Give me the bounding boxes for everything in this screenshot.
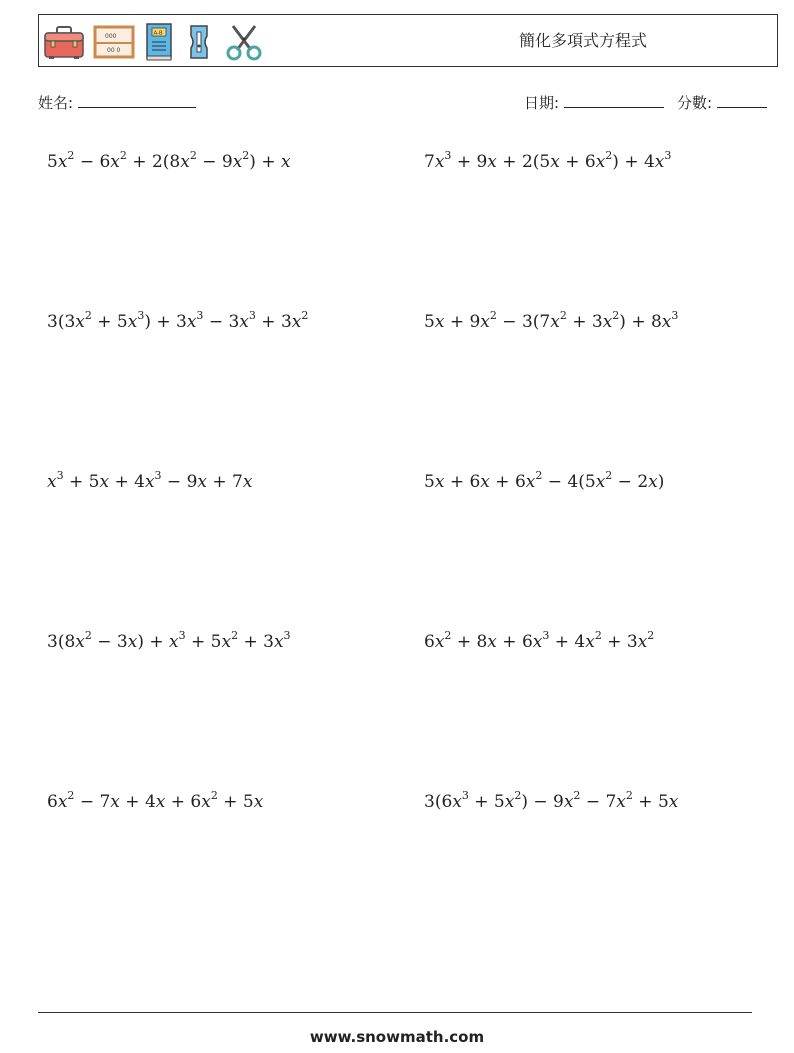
exponent: 2 <box>573 789 581 802</box>
term-text: − 3 <box>203 312 240 332</box>
exponent: 2 <box>594 629 602 642</box>
exponent: 2 <box>647 629 655 642</box>
variable: x <box>585 632 595 652</box>
term-text: + 3 <box>566 312 603 332</box>
term-text: 7 <box>424 152 435 172</box>
variable: x <box>452 792 462 812</box>
variable: x <box>47 472 57 492</box>
term-text: + 5 <box>63 472 100 492</box>
variable: x <box>221 632 232 652</box>
worksheet-header <box>38 14 778 67</box>
variable: x <box>201 792 211 812</box>
term-text: + 6 <box>489 472 526 492</box>
term-text: + 2(8 <box>126 152 181 172</box>
variable: x <box>595 472 606 492</box>
exponent: 2 <box>67 789 75 802</box>
exponent: 3 <box>196 309 204 322</box>
term-text: + 5 <box>468 792 505 812</box>
footer-divider <box>38 1012 752 1013</box>
variable: x <box>180 152 190 172</box>
variable: x <box>273 632 284 652</box>
variable: x <box>532 632 543 652</box>
term-text: + 6 <box>496 632 533 652</box>
exponent: 2 <box>605 469 613 482</box>
exponent: 2 <box>67 149 75 162</box>
exponent: 3 <box>542 629 550 642</box>
name-blank[interactable] <box>78 93 196 108</box>
score-field <box>677 93 767 113</box>
variable: x <box>57 792 68 812</box>
variable: x <box>155 792 166 812</box>
term-text: − 2 <box>612 472 649 492</box>
briefcase-icon <box>43 23 85 61</box>
variable: x <box>648 472 658 492</box>
date-field <box>524 93 664 113</box>
exponent: 2 <box>84 629 92 642</box>
variable: x <box>654 152 665 172</box>
term-text: − 6 <box>74 152 111 172</box>
term-text: 6 <box>424 632 435 652</box>
variable: x <box>480 312 490 332</box>
scissors-icon <box>223 22 265 62</box>
exponent: 2 <box>242 149 250 162</box>
variable: x <box>487 152 497 172</box>
exponent: 3 <box>283 629 291 642</box>
score-blank[interactable] <box>717 93 767 108</box>
variable: x <box>75 632 85 652</box>
exponent: 3 <box>137 309 145 322</box>
problem-2 <box>424 150 671 174</box>
term-text: + 8 <box>451 632 488 652</box>
variable: x <box>661 312 672 332</box>
term-text: + 3 <box>255 312 292 332</box>
term-text: − 7 <box>580 792 617 812</box>
abacus-row1-text: 000 <box>105 33 117 40</box>
exponent: 3 <box>671 309 679 322</box>
problem-9 <box>47 790 263 814</box>
exponent: 3 <box>248 309 256 322</box>
problem-4 <box>424 310 678 334</box>
term-text: ) + 3 <box>144 312 187 332</box>
abacus-icon <box>93 23 135 61</box>
variable: x <box>563 792 574 812</box>
term-text: + 5 <box>217 792 254 812</box>
variable: x <box>487 632 497 652</box>
variable: x <box>434 312 445 332</box>
term-text: − 3(7 <box>496 312 551 332</box>
worksheet-title: 簡化多項式方程式 <box>519 31 648 50</box>
variable: x <box>525 472 536 492</box>
variable: x <box>637 632 648 652</box>
date-label: 日期: <box>524 94 560 112</box>
term-text: ) + <box>137 632 170 652</box>
term-text: + 7 <box>207 472 243 492</box>
term-text: − 7 <box>74 792 111 812</box>
term-text: 3(6 <box>424 792 453 812</box>
variable: x <box>550 152 560 172</box>
variable: x <box>602 312 613 332</box>
term-text: − 9 <box>196 152 233 172</box>
sharpener-icon <box>183 22 215 62</box>
variable: x <box>110 152 120 172</box>
exponent: 2 <box>301 309 309 322</box>
exponent: 2 <box>514 789 522 802</box>
problem-5 <box>47 470 252 494</box>
variable: x <box>186 312 197 332</box>
score-label: 分數: <box>677 94 713 112</box>
variable: x <box>232 152 243 172</box>
variable: x <box>127 312 138 332</box>
term-text: ) + <box>249 152 281 172</box>
term-text: + 9 <box>444 312 481 332</box>
exponent: 2 <box>612 309 620 322</box>
term-text: − 4(5 <box>542 472 596 492</box>
variable: x <box>434 632 445 652</box>
variable: x <box>595 152 606 172</box>
abacus-row2-text: 00 0 <box>107 47 121 54</box>
term-text: + 6 <box>165 792 202 812</box>
variable: x <box>480 472 490 492</box>
term-text: ) <box>657 472 665 492</box>
problem-6 <box>424 470 664 494</box>
problem-3 <box>47 310 308 334</box>
term-text: − 3 <box>91 632 128 652</box>
exponent: 3 <box>664 149 672 162</box>
term-text: 3(3 <box>47 312 76 332</box>
term-text: + 5 <box>91 312 128 332</box>
variable: x <box>57 152 68 172</box>
term-text: + 3 <box>601 632 638 652</box>
header-icons <box>43 21 265 63</box>
exponent: 2 <box>625 789 633 802</box>
name-field <box>38 93 196 113</box>
term-text: 5 <box>424 472 435 492</box>
variable: x <box>616 792 626 812</box>
term-text: + 3 <box>238 632 274 652</box>
term-text: + 5 <box>185 632 222 652</box>
variable: x <box>110 792 120 812</box>
exponent: 3 <box>444 149 452 162</box>
exponent: 2 <box>535 469 543 482</box>
term-text: + 4 <box>119 792 156 812</box>
term-text: + 5 <box>632 792 669 812</box>
variable: x <box>253 792 264 812</box>
term-text: ) − 9 <box>521 792 564 812</box>
book-icon <box>143 22 175 62</box>
term-text: 6 <box>47 792 58 812</box>
variable: x <box>169 632 179 652</box>
variable: x <box>434 472 445 492</box>
term-text: + 6 <box>444 472 481 492</box>
term-text: − 9 <box>161 472 198 492</box>
exponent: 2 <box>231 629 239 642</box>
variable: x <box>280 152 291 172</box>
variable: x <box>239 312 249 332</box>
term-text: + 4 <box>549 632 586 652</box>
problem-10 <box>424 790 678 814</box>
variable: x <box>668 792 679 812</box>
book-label-text: A-B <box>153 30 163 37</box>
term-text: 5 <box>424 312 435 332</box>
variable: x <box>75 312 85 332</box>
problem-7 <box>47 630 291 654</box>
term-text: ) + 8 <box>619 312 662 332</box>
exponent: 3 <box>461 789 469 802</box>
term-text: + 6 <box>559 152 596 172</box>
variable: x <box>291 312 302 332</box>
variable: x <box>504 792 515 812</box>
problem-8 <box>424 630 654 654</box>
term-text: 3(8 <box>47 632 76 652</box>
variable: x <box>144 472 155 492</box>
footer-url: www.snowmath.com <box>309 1028 485 1046</box>
variable: x <box>242 472 253 492</box>
variable: x <box>550 312 560 332</box>
problem-1 <box>47 150 291 174</box>
date-blank[interactable] <box>564 93 664 108</box>
exponent: 3 <box>56 469 64 482</box>
exponent: 3 <box>178 629 186 642</box>
term-text: 5 <box>47 152 58 172</box>
term-text: + 4 <box>109 472 145 492</box>
exponent: 3 <box>154 469 162 482</box>
exponent: 2 <box>444 629 452 642</box>
variable: x <box>127 632 138 652</box>
exponent: 2 <box>119 149 127 162</box>
exponent: 2 <box>489 309 497 322</box>
name-label: 姓名: <box>38 94 74 112</box>
exponent: 2 <box>189 149 197 162</box>
variable: x <box>99 472 110 492</box>
exponent: 2 <box>84 309 92 322</box>
variable: x <box>434 152 445 172</box>
variable: x <box>197 472 207 492</box>
term-text: + 2(5 <box>496 152 551 172</box>
exponent: 2 <box>605 149 613 162</box>
exponent: 2 <box>559 309 567 322</box>
term-text: + 9 <box>451 152 488 172</box>
term-text: ) + 4 <box>612 152 655 172</box>
exponent: 2 <box>210 789 218 802</box>
